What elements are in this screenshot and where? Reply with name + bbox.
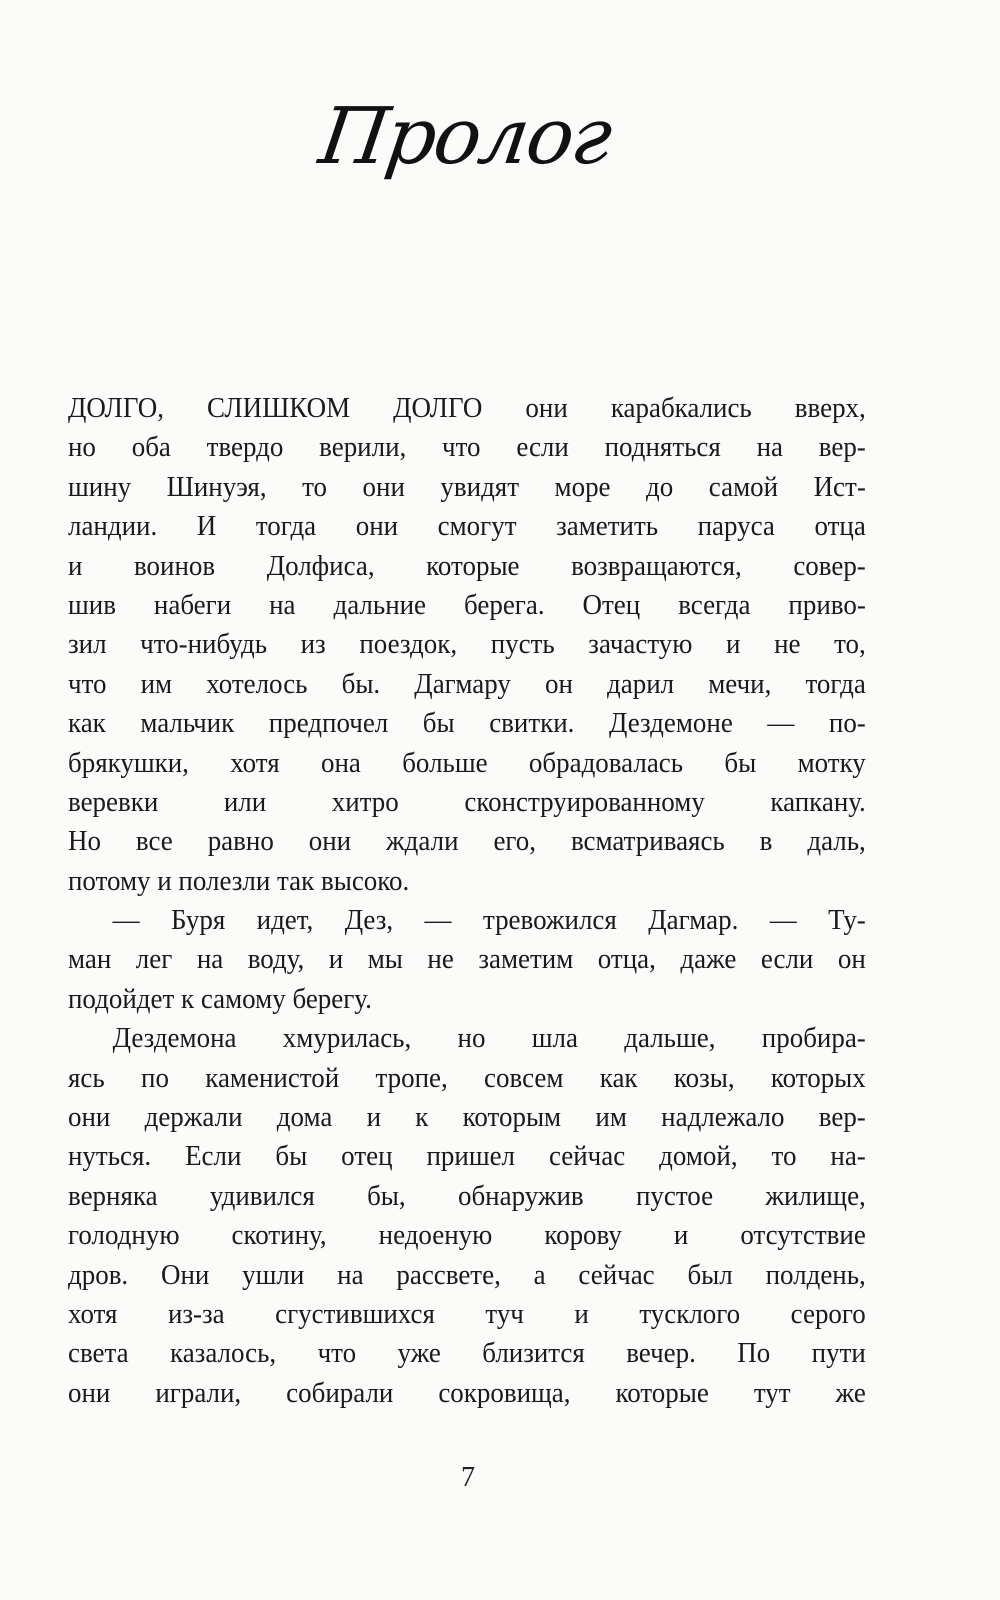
text-line: зил что-нибудь из поездок, пусть зачастую и не то, <box>68 628 866 661</box>
page-number: 7 <box>461 1462 475 1493</box>
text-line: ман лег на воду, и мы не заметим отца, даже если он <box>68 943 866 976</box>
text-line: и воинов Долфиса, которые возвращаются, совер- <box>68 549 866 582</box>
text-line: шив набеги на дальние берега. Отец всегда приво- <box>68 588 866 621</box>
text-line: брякушки, хотя она больше обрадовалась бы мотку <box>68 746 866 779</box>
text-line: света казалось, что уже близится вечер. По пути <box>68 1337 866 1370</box>
text-line: — Буря идет, Дез, — тревожился Дагмар. — Ту- <box>112 904 866 937</box>
text-line: Дездемона хмурилась, но шла дальше, пробира- <box>112 1022 866 1055</box>
text-line: ландии. И тогда они смогут заметить паруса отца <box>68 510 866 543</box>
text-line: нуться. Если бы отец пришел сейчас домой, то на- <box>68 1140 866 1173</box>
text-line: как мальчик предпочел бы свитки. Дездемоне — по- <box>68 707 866 740</box>
chapter-title: Пролог <box>314 92 616 182</box>
text-line: но оба твердо верили, что если подняться на вер- <box>68 431 866 464</box>
text-line: шину Шинуэя, то они увидят море до самой Ист- <box>68 470 866 503</box>
text-line: веревки или хитро сконструированному капкану. <box>68 785 866 818</box>
text-line: голодную скотину, недоеную корову и отсутствие <box>68 1219 866 1252</box>
paragraph <box>68 389 866 901</box>
text-line: дров. Они ушли на рассвете, а сейчас был полдень, <box>68 1258 866 1291</box>
text-line: что им хотелось бы. Дагмару он дарил мечи, тогда <box>68 667 866 700</box>
text-line: потому и полезли так высоко. <box>68 864 410 897</box>
text-line: ДОЛГО, СЛИШКОМ ДОЛГО они карабкались вверх, <box>68 392 866 424</box>
text-line: Но все равно они ждали его, всматриваясь в даль, <box>68 825 866 858</box>
text-line: они играли, собирали сокровища, которые тут же <box>68 1376 866 1409</box>
text-line: ясь по каменистой тропе, совсем как козы, которых <box>68 1061 866 1094</box>
text-line: они держали дома и к которым им надлежало вер- <box>68 1101 866 1134</box>
paragraph <box>68 901 866 1019</box>
text-line: верняка удивился бы, обнаружив пустое жилище, <box>68 1179 866 1212</box>
text-line: хотя из-за сгустившихся туч и тусклого серого <box>68 1297 866 1330</box>
body-text <box>68 389 866 1413</box>
paragraph <box>68 1019 866 1413</box>
text-line: подойдет к самому берегу. <box>68 982 372 1015</box>
